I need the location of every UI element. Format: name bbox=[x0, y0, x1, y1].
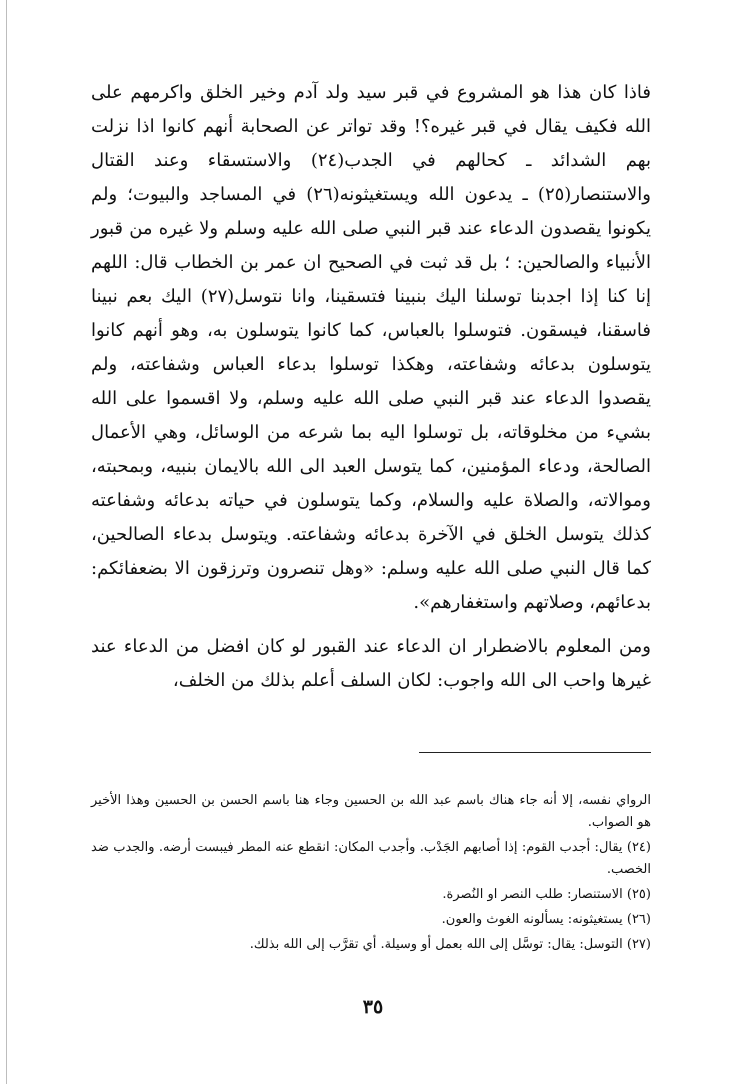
page-edge-line bbox=[6, 0, 7, 1084]
paragraph-1: فاذا كان هذا هو المشروع في قبر سيد ولد آدم وخير الخلق واكرمهم على الله فكيف يقال في قبر غيره؟! وقد تواتر عن الصحابة أنهم كانوا اذا نزلت بهم الشدائد ـ كحالهم في الجدب(٢٤) والاستسقاء وعند القتال والاستنصار(٢٥) ـ يدعون الله ويستغيثونه(٢٦) في المساجد والبيوت؛ ولم يكونوا يقصدون الدعاء عند قبر النبي صلى الله عليه وسلم ولا غيره من قبور الأنبياء والصالحين: ؛ بل قد ثبت في الصحيح ان عمر بن الخطاب قال: اللهم إنا كنا إذا اجدبنا توسلنا اليك بنبينا فتسقينا، وانا نتوسل(٢٧) اليك بعم نبينا فاسقنا، فيسقون. فتوسلوا بالعباس، كما كانوا يتوسلون به، وهو أنهم كانوا يتوسلون بدعائه وشفاعته، وهكذا توسلوا بدعاء العباس وشفاعته، ولم يقصدوا الدعاء عند قبر النبي صلى الله عليه وسلم، ولا اقسموا على الله بشيء من مخلوقاته، بل توسلوا اليه بما شرعه من الوسائل، وهي الأعمال الصالحة، ودعاء المؤمنين، كما يتوسل العبد الى الله بالايمان بنبيه، وبمحبته، وموالاته، والصلاة عليه والسلام، وكما يتوسلون في حياته بدعائه وشفاعته كذلك يتوسل الخلق في الآخرة بدعائه وشفاعته. ويتوسل بدعاء الصالحين، كما قال النبي صلى الله عليه وسلم: «وهل تنصرون وترزقون الا بضعفائكم: بدعائهم، وصلاتهم واستغفارهم». bbox=[91, 82, 651, 613]
footnote-24: (٢٤) يقال: أجدب القوم: إذا أصابهم الجَدْب. وأجدب المكان: انقطع عنه المطر فيبست أرضه. والجدب ضد الخصب. bbox=[91, 840, 651, 877]
footnotes bbox=[91, 790, 651, 959]
paragraph-2: ومن المعلوم بالاضطرار ان الدعاء عند القبور لو كان افضل من الدعاء عند غيرها واحب الى الله واجوب: لكان السلف أعلم بذلك من الخلف، bbox=[91, 636, 651, 691]
page-number: ٣٥ bbox=[362, 996, 384, 1018]
footnote-25: (٢٥) الاستنصار: طلب النصر او النُصرة. bbox=[442, 887, 651, 902]
main-text bbox=[91, 76, 651, 698]
footnote-26: (٢٦) يستغيثونه: يسألونه الغوث والعون. bbox=[441, 912, 651, 927]
footnote-27: (٢٧) التوسل: يقال: توسَّل إلى الله بعمل أو وسيلة. أي تقرَّب إلى الله بذلك. bbox=[249, 937, 651, 952]
footnote-separator bbox=[419, 752, 651, 753]
footnote-continuation: الرواي نفسه، إلا أنه جاء هناك باسم عبد الله بن الحسين وجاء هنا باسم الحسن بن الحسين وهذا الأخير هو الصواب. bbox=[91, 793, 651, 830]
